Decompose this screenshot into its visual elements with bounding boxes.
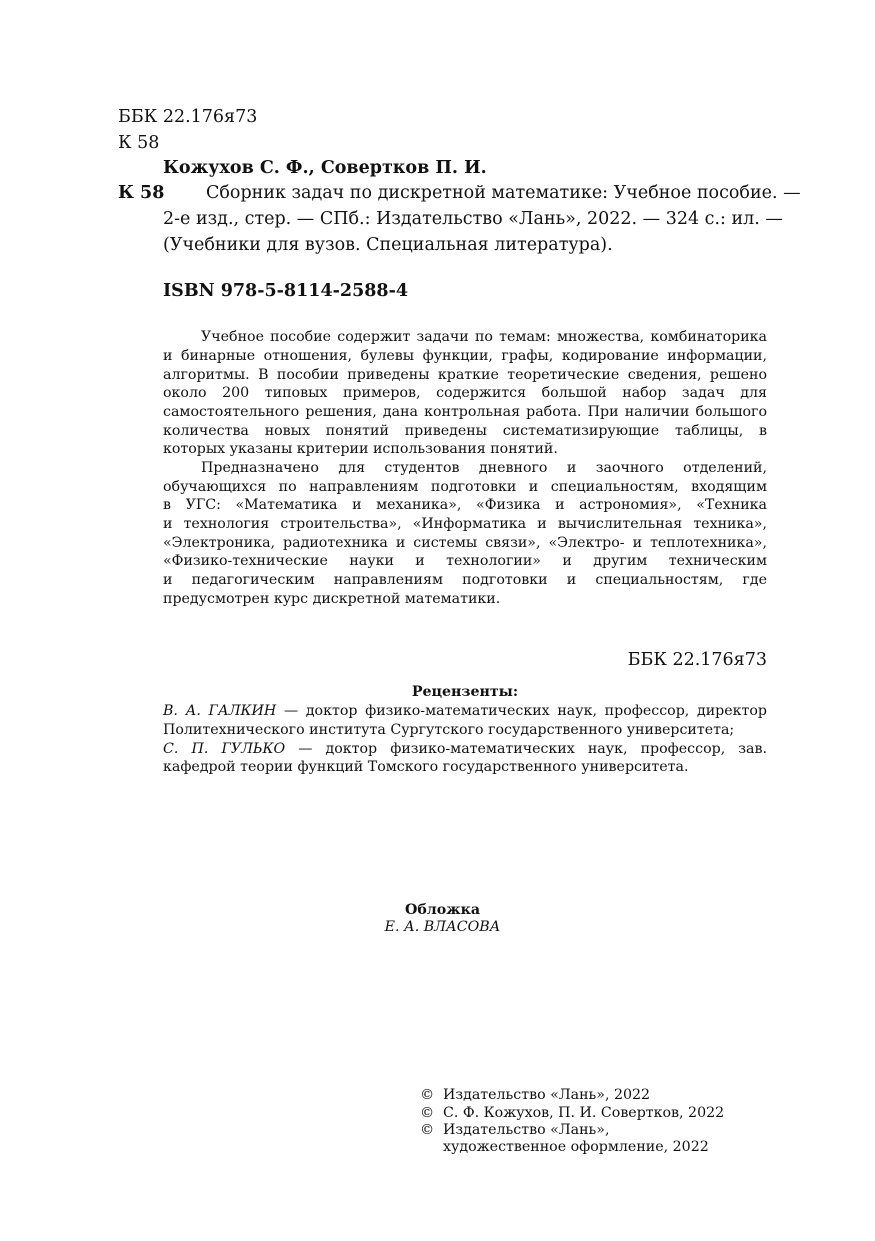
annotation-line: Учебное пособие содержит задачи по темам: множества, комбинаторика bbox=[201, 329, 767, 345]
annotation-line: которых указаны критерии использования понятий. bbox=[163, 441, 558, 457]
copyright-text: С. Ф. Кожухов, П. И. Совертков, 2022 bbox=[443, 1105, 725, 1121]
copyright-line bbox=[0, 1138, 875, 1157]
bbk-index-top: ББК 22.176я73 bbox=[118, 107, 258, 127]
copyright-text: Издательство «Лань», 2022 bbox=[443, 1087, 651, 1103]
reviewer-1-line: Политехнического института Сургутского государственного университета; bbox=[163, 722, 735, 738]
author-code-bold: К 58 bbox=[118, 183, 165, 203]
copyright-icon: © bbox=[420, 1122, 435, 1138]
authors-heading: Кожухов С. Ф., Совертков П. И. bbox=[163, 158, 487, 178]
cover-credit-title: Обложка bbox=[404, 902, 481, 918]
reviewer-2-line bbox=[163, 740, 767, 759]
bbk-index-bottom: ББК 22.176я73 bbox=[627, 650, 767, 670]
reviewer-2-name: С. П. ГУЛЬКО bbox=[163, 741, 286, 757]
annotation-line: и бинарные отношения, булевы функции, графы, кодирование информации, bbox=[163, 348, 767, 364]
author-code-top: К 58 bbox=[118, 133, 160, 153]
bibliographic-line: 2-е изд., стер. — СПб.: Издательство «Лань», 2022. — 324 с.: ил. — bbox=[163, 209, 783, 229]
annotation-line: и технология строительства», «Информатика и вычислительная техника», bbox=[163, 516, 767, 532]
isbn: ISBN 978-5-8114-2588-4 bbox=[163, 281, 409, 301]
bibliographic-line: Сборник задач по дискретной математике: Учебное пособие. — bbox=[206, 183, 801, 203]
copyright-icon: © bbox=[420, 1087, 435, 1103]
reviewer-1-name: В. А. ГАЛКИН bbox=[163, 703, 277, 719]
reviewer-1-line bbox=[163, 702, 767, 721]
annotation-line: предусмотрен курс дискретной математики. bbox=[163, 591, 501, 607]
annotation-line: около 200 типовых примеров, содержится большой набор задач для bbox=[163, 385, 767, 401]
annotation-line: «Физико-технические науки и технологии» и другим техническим bbox=[163, 553, 767, 569]
copyright-icon: © bbox=[420, 1105, 435, 1121]
copyright-line bbox=[0, 1086, 875, 1105]
annotation-line: алгоритмы. В пособии приведены краткие теоретические сведения, решено bbox=[163, 367, 767, 383]
reviewer-2-desc: — доктор физико-математических наук, профессор, зав. bbox=[285, 741, 767, 757]
annotation-line: «Электроника, радиотехника и системы связи», «Электро- и теплотехника», bbox=[163, 535, 767, 551]
annotation-line: и педагогическим направлениям подготовки и специальностям, где bbox=[163, 572, 767, 588]
copyright-text: Издательство «Лань», bbox=[443, 1122, 610, 1138]
reviewer-2-line: кафедрой теории функций Томского государственного университета. bbox=[163, 759, 689, 775]
cover-credit-name: Е. А. ВЛАСОВА bbox=[384, 919, 501, 935]
copyright-text: художественное оформление, 2022 bbox=[443, 1139, 709, 1155]
annotation-line: самостоятельного решения, дана контрольная работа. При наличии большого bbox=[163, 404, 767, 420]
reviewer-1-desc: — доктор физико-математических наук, профессор, директор bbox=[276, 703, 767, 719]
annotation-line: в УГС: «Математика и механика», «Физика и астрономия», «Техника bbox=[163, 497, 767, 513]
annotation-line: Предназначено для студентов дневного и заочного отделений, bbox=[201, 460, 767, 476]
reviewers-title: Рецензенты: bbox=[411, 684, 519, 700]
annotation-line: обучающихся по направлениям подготовки и специальностям, входящим bbox=[163, 479, 767, 495]
bibliographic-line: (Учебники для вузов. Специальная литература). bbox=[163, 235, 613, 255]
annotation-line: количества новых понятий приведены систематизирующие таблицы, в bbox=[163, 423, 767, 439]
